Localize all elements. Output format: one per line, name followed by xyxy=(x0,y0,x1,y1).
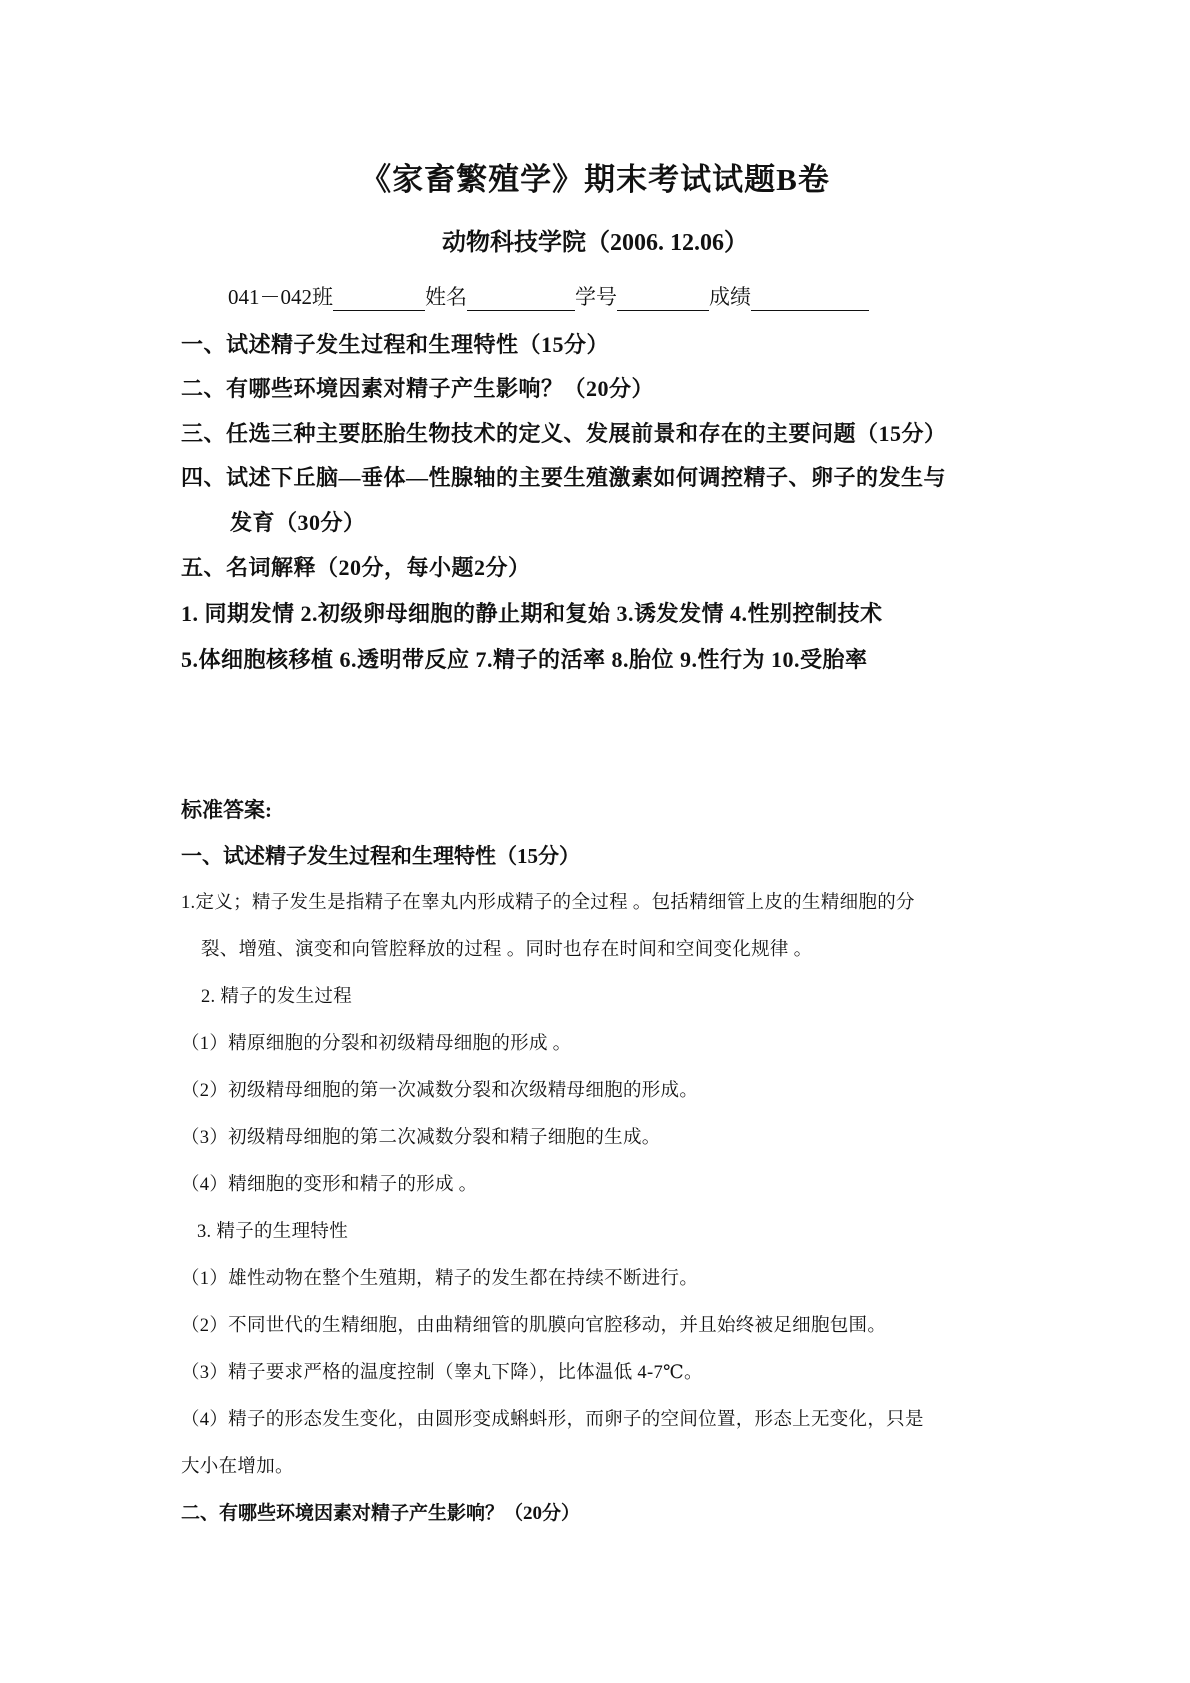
traits-item: （3）精子要求严格的温度控制（睾丸下降），比体温低 4-7℃。 xyxy=(181,1363,703,1383)
class-blank[interactable] xyxy=(333,288,425,311)
process-item: （4）精细胞的变形和精子的形成 。 xyxy=(181,1175,478,1195)
question-3: 三、任选三种主要胚胎生物技术的定义、发展前景和存在的主要问题（15分） xyxy=(181,421,947,446)
answers-heading: 标准答案: xyxy=(181,798,272,822)
definition-line-1: 1.定义；精子发生是指精子在睾丸内形成精子的全过程 。包括精细管上皮的生精细胞的分 xyxy=(181,893,915,913)
traits-item: （4）精子的形态发生变化，由圆形变成蝌蚪形，而卵子的空间位置，形态上无变化，只是 xyxy=(181,1410,924,1430)
class-label: 041－042班 xyxy=(228,285,333,309)
traits-item-continuation: 大小在增加。 xyxy=(181,1457,294,1477)
question-1: 一、试述精子发生过程和生理特性（15分） xyxy=(181,332,610,357)
score-blank[interactable] xyxy=(751,288,869,311)
question-5: 五、名词解释（20分，每小题2分） xyxy=(181,555,531,580)
traits-item: （1）雄性动物在整个生殖期，精子的发生都在持续不断进行。 xyxy=(181,1269,699,1289)
score-label: 成绩 xyxy=(709,285,751,309)
student-info-row xyxy=(228,281,869,311)
student-id-label: 学号 xyxy=(575,285,617,309)
question-2: 二、有哪些环境因素对精子产生影响？（20分） xyxy=(181,376,655,401)
name-label: 姓名 xyxy=(425,285,467,309)
terms-line-2: 5.体细胞核移植 6.透明带反应 7.精子的活率 8.胎位 9.性行为 10.受胎率 xyxy=(181,647,868,672)
answer-1-heading: 一、试述精子发生过程和生理特性（15分） xyxy=(181,844,580,868)
process-item: （2）初级精母细胞的第一次减数分裂和次级精母细胞的形成。 xyxy=(181,1081,699,1101)
exam-title: 《家畜繁殖学》期末考试试题B卷 xyxy=(360,162,830,197)
name-blank[interactable] xyxy=(467,288,575,311)
terms-line-1: 1. 同期发情 2.初级卵母细胞的静止期和复始 3.诱发发情 4.性别控制技术 xyxy=(181,601,883,626)
student-id-blank[interactable] xyxy=(617,288,709,311)
question-4-continuation: 发育（30分） xyxy=(230,510,366,535)
answer-2-heading: 二、有哪些环境因素对精子产生影响？（20分） xyxy=(181,1503,581,1524)
process-item: （3）初级精母细胞的第二次减数分裂和精子细胞的生成。 xyxy=(181,1128,661,1148)
traits-heading: 3. 精子的生理特性 xyxy=(197,1222,349,1242)
process-heading: 2. 精子的发生过程 xyxy=(201,987,353,1007)
traits-item: （2）不同世代的生精细胞，由曲精细管的肌膜向官腔移动，并且始终被足细胞包围。 xyxy=(181,1316,887,1336)
exam-subtitle: 动物科技学院（2006. 12.06） xyxy=(442,230,748,256)
definition-line-2: 裂、增殖、演变和向管腔释放的过程 。同时也存在时间和空间变化规律 。 xyxy=(201,940,813,960)
question-4: 四、试述下丘脑—垂体—性腺轴的主要生殖激素如何调控精子、卵子的发生与 xyxy=(181,465,947,490)
process-item: （1）精原细胞的分裂和初级精母细胞的形成 。 xyxy=(181,1034,572,1054)
